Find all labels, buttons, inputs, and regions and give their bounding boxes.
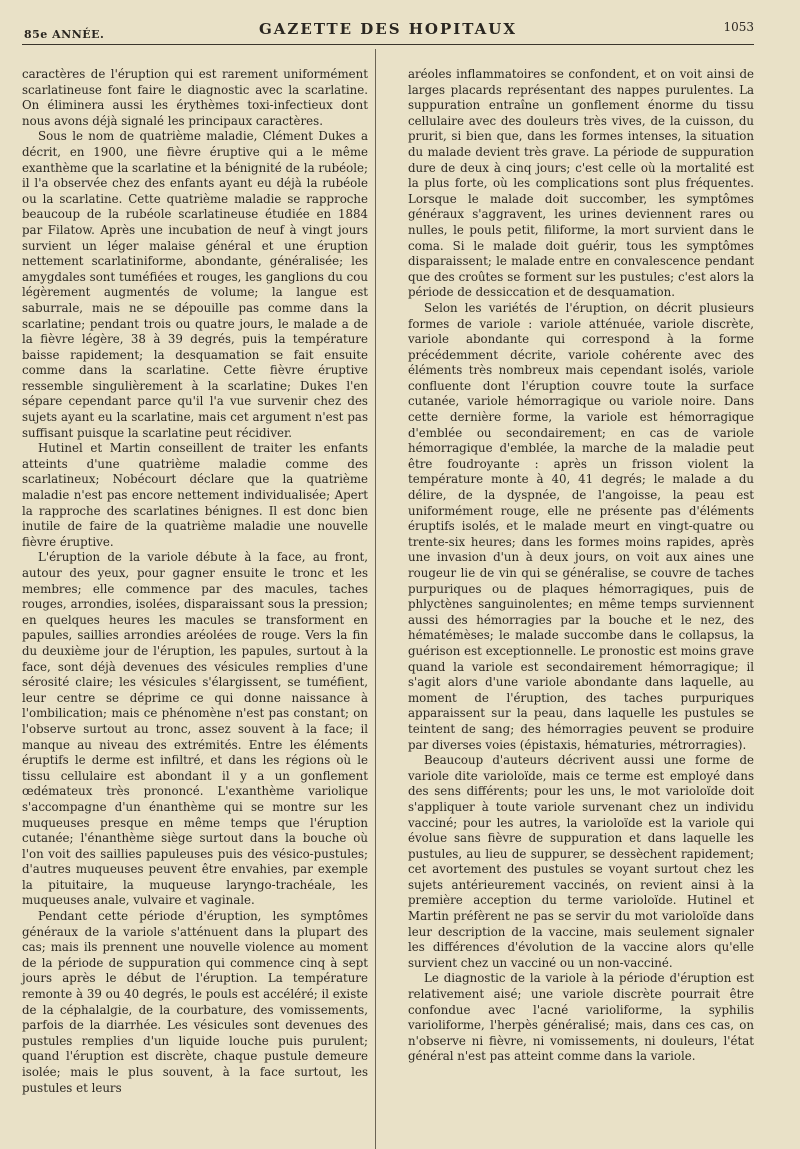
right-column (408, 67, 754, 1096)
paragraph: Le diagnostic de la variole à la période d'éruption est relativement aisé; une variole discrète pourrait être confondue avec l'acné varioliforme, la syphilis varioliforme, l'herpès généralisé; mais, dans ces cas, on n'observe ni fièvre, ni vomissements, ni douleurs, l'état général n'est pas atteint comme dans la variole. (408, 971, 754, 1064)
paragraph: Selon les variétés de l'éruption, on décrit plusieurs formes de variole : variole atténuée, variole discrète, variole abondante qui correspond à la forme précédemment décrite, variole cohérente avec des éléments très nombreux mais cependant isolés, variole confluente dont l'éruption couvre toute la surface cutanée, variole hémorragique ou variole noire. Dans cette dernière forme, la variole est hémorragique d'emblée ou secondairement; en cas de variole hémorragique d'emblée, la marche de la maladie peut être foudroyante : après un frisson violent la température monte à 40, 41 degrés; le malade a du délire, de la dyspnée, de l'angoisse, la peau est uniformément rouge, elle ne présente pas d'éléments éruptifs isolés, et le malade meurt en vingt-quatre ou trente-six heures; dans les formes moins rapides, après une invasion d'un à deux jours, on voit aux aines une rougeur lie de vin qui se généralise, se couvre de taches purpuriques ou de plaques hémorragiques, puis de phlyctènes sanguinolentes; en même temps surviennent aussi des hémorragies par la bouche et le nez, des hématémèses; le malade succombe dans le collapsus, la guérison est exceptionnelle. Le pronostic est moins grave quand la variole est secondairement hémorragique; il s'agit alors d'une variole abondante dans laquelle, au moment de l'éruption, des taches purpuriques apparaissent sur la peau, dans laquelle les pustules se teintent de sang; des hémorragies peuvent se produire par diverses voies (épistaxis, hématuries, métrorragies). (408, 300, 754, 752)
paragraph: Hutinel et Martin conseillent de traiter les enfants atteints d'une quatrième maladie comme des scarlatineux; Nobécourt déclare que la quatrième maladie n'est pas encore nettement individualisée; Apert la rapproche des scarlatines bénignes. Il est donc bien inutile de faire de la quatrième maladie une nouvelle fièvre éruptive. (22, 441, 368, 549)
paragraph: Beaucoup d'auteurs décrivent aussi une forme de variole dite varioloïde, mais ce terme est employé dans des sens différents; pour les uns, le mot varioloïde doit s'appliquer à toute variole survenant chez un individu vacciné; pour les autres, la varioloïde est la variole qui évolue sans fièvre de suppuration et dans laquelle les pustules, au lieu de suppurer, se dessèchent rapidement; cet avortement des pustules se voyant surtout chez les sujets antérieurement vaccinés, on revient ainsi à la première acception du terme varioloïde. Hutinel et Martin préfèrent ne pas se servir du mot varioloïde dans leur description de la vaccine, mais seulement signaler les différences d'évolution de la vaccine alors qu'elle survient chez un vacciné ou un non-vacciné. (408, 753, 754, 970)
paragraph: Sous le nom de quatrième maladie, Clément Dukes a décrit, en 1900, une fièvre éruptive qui a le même exanthème que la scarlatine et la bénignité de la rubéole; il l'a observée chez des enfants ayant eu déjà la rubéole ou la scarlatine. Cette quatrième maladie se rapproche beaucoup de la rubéole scarlatineuse étudiée en 1884 par Filatow. Après une incubation de neuf à vingt jours survient un léger malaise général et une éruption nettement scarlatiniforme, abondante, généralisée; les amygdales sont tuméfiées et rouges, les ganglions du cou légèrement augmentés de volume; la langue est saburrale, mais ne se dépouille pas comme dans la scarlatine; pendant trois ou quatre jours, le malade a de la fièvre légère, 38 à 39 degrés, puis la température baisse rapidement; la desquamation se fait ensuite comme dans la scarlatine. Cette fièvre éruptive ressemble singulièrement à la scarlatine; Dukes l'en sépare cependant parce qu'il l'a vue survenir chez des sujets ayant eu la scarlatine, mais cet argument n'est pas suffisant puisque la scarlatine peut récidiver. (22, 129, 368, 440)
publication-title: GAZETTE DES HOPITAUX (258, 20, 517, 38)
paragraph: Pendant cette période d'éruption, les symptômes généraux de la variole s'atténuent dans la plupart des cas; mais ils prennent une nouvelle violence au moment de la période de suppuration qui commence cinq à sept jours après le début de l'éruption. La température remonte à 39 ou 40 degrés, le pouls est accéléré; il existe de la céphalalgie, de la courbature, des vomissements, parfois de la diarrhée. Les vésicules sont devenues des pustules remplies d'un liquide louche puis purulent; quand l'éruption est discrète, chaque pustule demeure isolée; mais le plus souvent, à la face surtout, les pustules et leurs (22, 909, 368, 1095)
left-column (22, 67, 368, 1096)
column-divider (375, 49, 376, 1149)
page-header (22, 16, 754, 45)
paragraph: aréoles inflammatoires se confondent, et on voit ainsi de larges placards représentant des nappes purulentes. La suppuration entraîne un gonflement énorme du tissu cellulaire avec des douleurs très vives, de la cuisson, du prurit, si bien que, dans les formes intenses, la situation du malade devient très grave. La période de suppuration dure de deux à cinq jours; c'est celle où la mortalité est la plus forte, où les complications sont plus fréquentes. Lorsque le malade doit succomber, les symptômes généraux s'aggravent, les urines deviennent rares ou nulles, le pouls petit, filiforme, la mort survient dans le coma. Si le malade doit guérir, tous les symptômes disparaissent; le malade entre en convalescence pendant que des croûtes se forment sur les pustules; c'est alors la période de dessiccation et de desquamation. (408, 67, 754, 300)
paragraph: L'éruption de la variole débute à la face, au front, autour des yeux, pour gagner ensuite le tronc et les membres; elle commence par des macules, taches rouges, arrondies, isolées, disparaissant sous la pression; en quelques heures les macules se transforment en papules, saillies arrondies aréolées de rouge. Vers la fin du deuxième jour de l'éruption, les papules, surtout à la face, sont déjà devenues des vésicules remplies d'une sérosité claire; les vésicules s'élargissent, se tuméfient, leur centre se déprime ce qui donne naissance à l'ombilication; mais ce phénomène n'est pas constant; on l'observe surtout au tronc, assez souvent à la face; il manque au niveau des extrémités. Entre les éléments éruptifs le derme est infiltré, et dans les régions où le tissu cellulaire est abondant il y a un gonflement œdémateux très prononcé. L'exanthème variolique s'accompagne d'un énanthème qui se montre sur les muqueuses presque en même temps que l'éruption cutanée; l'énanthème siège surtout dans la bouche où l'on voit des saillies papuleuses puis des vésico-pustules; d'autres muqueuses peuvent être envahies, par exemple la pituitaire, la muqueuse laryngo-trachéale, les muqueuses anale, vulvaire et vaginale. (22, 550, 368, 908)
year-label: 85e ANNÉE. (24, 28, 105, 41)
paragraph: caractères de l'éruption qui est rarement uniformément scarlatineuse font faire le diagnostic avec la scarlatine. On éliminera aussi les érythèmes toxi-infectieux dont nous avons déjà signalé les principaux caractères. (22, 67, 368, 128)
article-columns (22, 67, 754, 1096)
page-number: 1053 (723, 20, 754, 34)
